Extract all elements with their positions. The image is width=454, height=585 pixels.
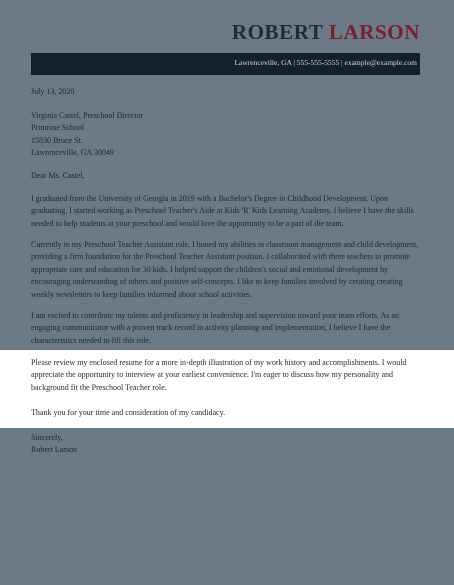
contact-info: Lawrenceville, GA | 555-555-5555 | example@example.com [234, 58, 417, 67]
salutation: Dear Ms. Castel, [31, 171, 85, 180]
closing-block [31, 432, 423, 457]
paragraph: I am excited to contribute my talents and proficiency in leadership and supervision toward your team efforts. As an engaging communicator with a proven track record in activity planning and implementation, I believe I have the characteristics needed to fill this role. [31, 311, 399, 345]
body-paragraph-1 [31, 193, 423, 230]
paragraph: Thank you for your time and consideration of my candidacy. [31, 408, 226, 417]
recipient-organization: Primrose School [31, 123, 85, 133]
signature-name: Robert Larson [31, 445, 77, 455]
salutation-block [31, 170, 423, 182]
date: July 13, 2020 [31, 87, 75, 96]
body-paragraph-4 [31, 357, 423, 394]
first-name: ROBERT [231, 20, 324, 44]
closing: Sincerely, [31, 433, 63, 442]
recipient-name: Virginia Castel, Preschool Director [31, 111, 144, 120]
body-paragraph-3 [31, 310, 423, 347]
last-name: LARSON [328, 20, 420, 44]
name-heading [232, 20, 420, 45]
contact-bar [31, 53, 420, 75]
letter-date [31, 86, 423, 98]
body-paragraph-2 [31, 239, 423, 301]
recipient-street: 15830 Bruce St. [31, 135, 83, 145]
recipient-city: Lawrenceville, GA 30049 [31, 148, 114, 158]
recipient-address [31, 110, 423, 160]
paragraph: I graduated from the University of Georgia in 2019 with a Bachelor's Degree in Childhood Development. Upon graduating, I started working as Preschool Teacher's Aide at Kids 'R' Kids Learning Academy. I believe I have the skills needed to help students at your preschool and would love the opportunity to be a part of the team. [31, 194, 414, 228]
paragraph: Please review my enclosed resume for a more in-depth illustration of my work history and accomplishments. I would appreciate the opportunity to interview at your earliest convenience. I'm eager to discuss how my personality and background fit the Preschool Teacher role. [31, 358, 407, 392]
paragraph: Currently in my Preschool Teacher Assistant role, I honed my abilities in classroom management and child development, providing a firm foundation for the Preschool Teacher Assistant position. I collaborated with three teachers to promote appropriate care and education for 30 kids. I helped support the children's social and emotional development by encouraging understanding of others and positive self-concepts. I like to keep families involved by creating creating weekly newsletters to keep families informed about school activities. [31, 240, 419, 299]
body-paragraph-5 [31, 407, 423, 419]
